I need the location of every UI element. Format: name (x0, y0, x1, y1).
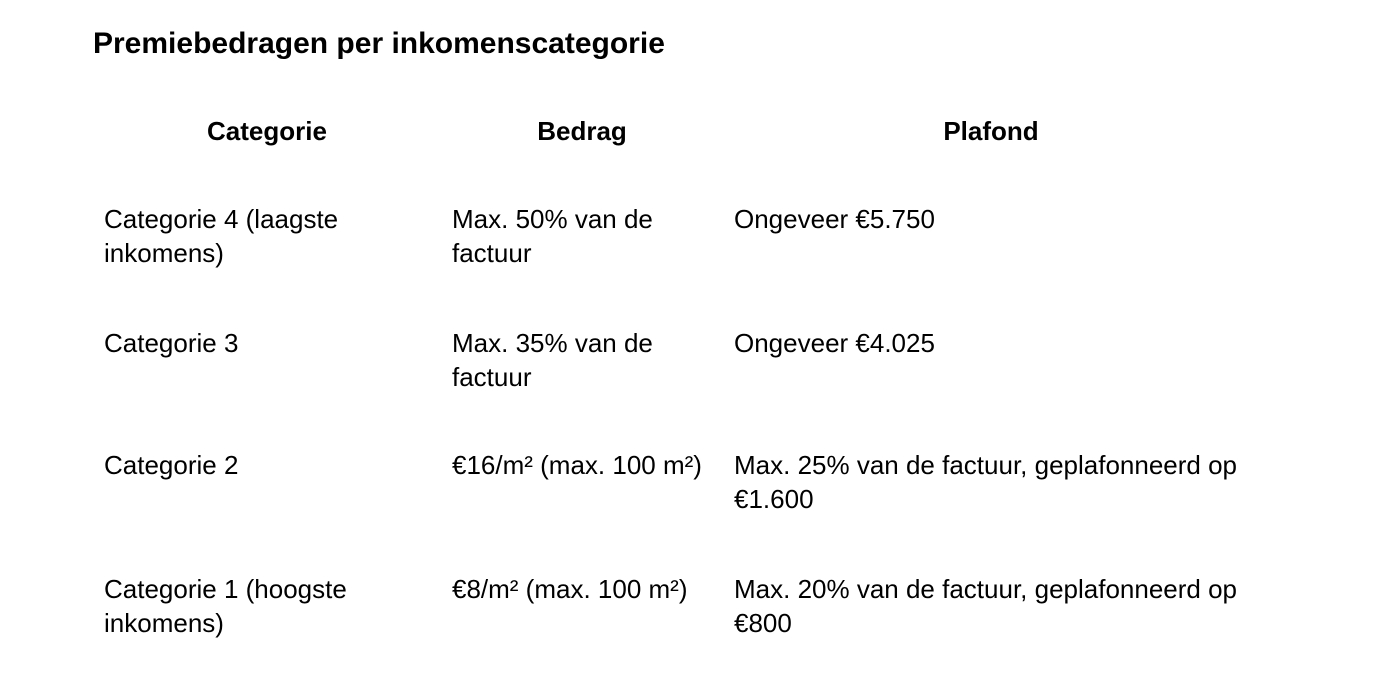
cell-categorie: Categorie 3 (104, 328, 239, 358)
column-header-plafond: Plafond (943, 116, 1039, 146)
cell-categorie: Categorie 1 (hoogste inkomens) (104, 574, 347, 638)
cell-bedrag: Max. 35% van de factuur (452, 328, 653, 392)
cell-categorie: Categorie 2 (104, 450, 239, 480)
cell-plafond: Ongeveer €4.025 (734, 328, 935, 358)
cell-categorie: Categorie 4 (laagste inkomens) (104, 204, 339, 268)
column-header-bedrag: Bedrag (537, 116, 627, 146)
cell-plafond: Max. 20% van de factuur, geplafonneerd op €800 (734, 574, 1238, 638)
column-header-categorie: Categorie (207, 116, 327, 146)
cell-plafond: Ongeveer €5.750 (734, 204, 935, 234)
page-title: Premiebedragen per inkomenscategorie (93, 27, 665, 60)
cell-bedrag: €16/m² (max. 100 m²) (452, 450, 702, 480)
cell-bedrag: Max. 50% van de factuur (452, 204, 653, 268)
cell-bedrag: €8/m² (max. 100 m²) (452, 574, 688, 604)
cell-plafond: Max. 25% van de factuur, geplafonneerd op €1.600 (734, 450, 1238, 514)
